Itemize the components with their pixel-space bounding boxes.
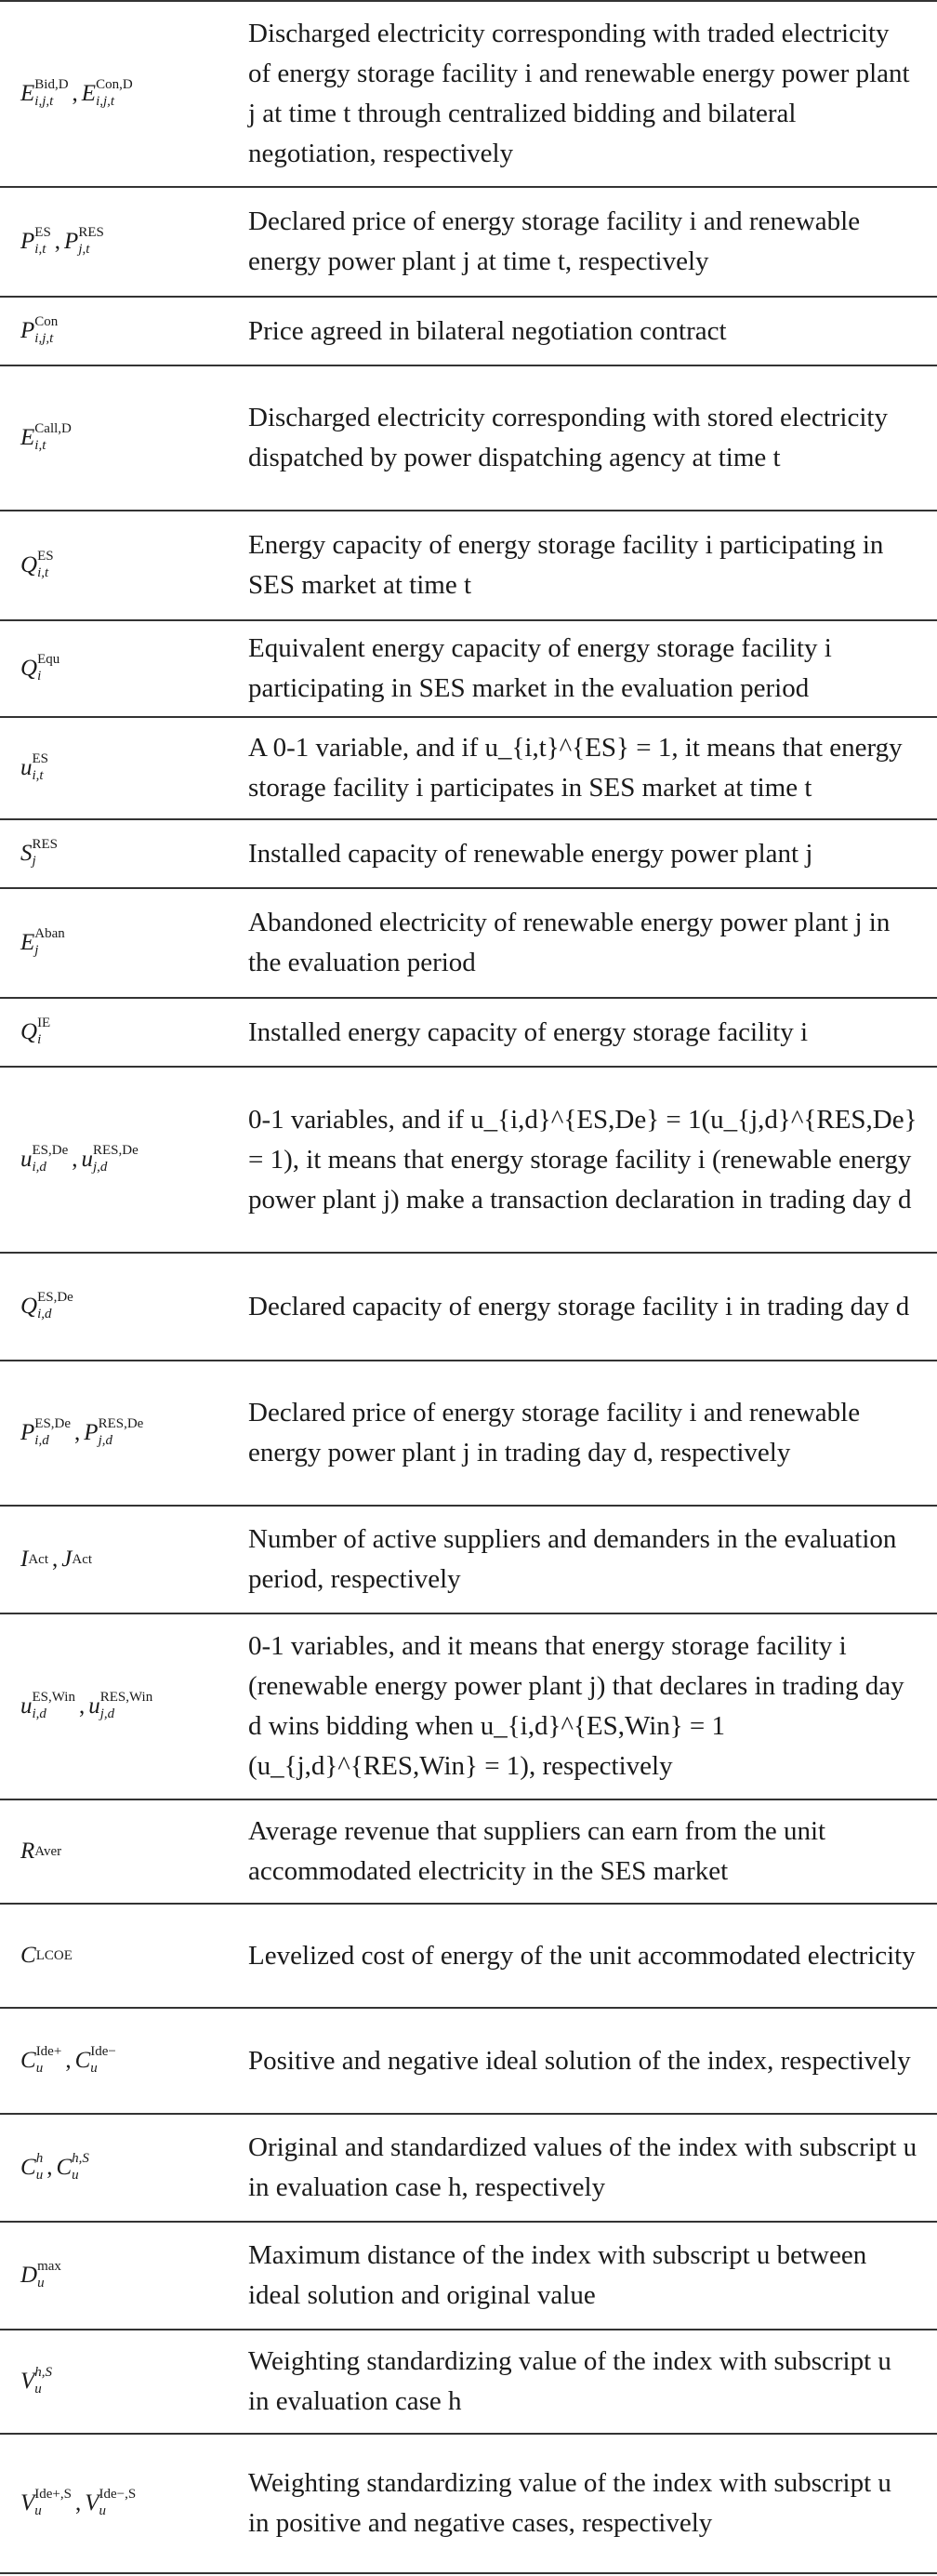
symbol: P ES,De i,d , P RES,De j,d xyxy=(20,1415,144,1448)
description: Positive and negative ideal solution of the index, respectively xyxy=(248,2045,911,2076)
table-row xyxy=(0,2007,937,2113)
table-row xyxy=(0,716,937,818)
description: 0-1 variables, and it means that energy storage facility i (renewable energy power plant j) that declares in trading day d wins bidding when u_{i,d}^{ES,Win} = 1 (u_{j,d}^{RES,Win} = 1), respectively xyxy=(248,1631,904,1781)
symbol: u ES i,t xyxy=(20,750,49,783)
table-row xyxy=(0,0,937,186)
symbol: S RES j xyxy=(20,836,59,869)
table-row xyxy=(0,365,937,510)
description: A 0-1 variable, and if u_{i,t}^{ES} = 1, it means that energy storage facility i participates in SES market at time t xyxy=(248,733,903,803)
symbol: P Con i,j,t xyxy=(20,313,59,346)
description: Price agreed in bilateral negotiation contract xyxy=(248,315,727,346)
description: Discharged electricity corresponding with stored electricity dispatched by power dispatching agency at time t xyxy=(248,403,888,472)
description: Number of active suppliers and demanders in the evaluation period, respectively xyxy=(248,1524,897,1594)
table-row xyxy=(0,1066,937,1252)
symbol: C LCOE xyxy=(20,1943,73,1968)
table-row xyxy=(0,2221,937,2329)
symbol: u ES,Win i,d , u RES,Win j,d xyxy=(20,1689,153,1721)
symbol: Q IE i xyxy=(20,1015,51,1047)
symbol: Q Equ i xyxy=(20,651,60,684)
table-row xyxy=(0,2433,937,2574)
symbol: R Aver xyxy=(20,1839,62,1864)
symbol: E Call,D i,t xyxy=(20,420,72,453)
table-row xyxy=(0,997,937,1066)
symbol: P ES i,t , P RES j,t xyxy=(20,224,104,257)
symbol: u ES,De i,d , u RES,De j,d xyxy=(20,1142,139,1175)
table-row xyxy=(0,510,937,619)
table-row xyxy=(0,1613,937,1799)
table-row xyxy=(0,818,937,887)
description: Equivalent energy capacity of energy storage facility i participating in SES market in the evaluation period xyxy=(248,633,832,703)
symbol: V Ide+,S u , V Ide−,S u xyxy=(20,2486,137,2518)
symbol: E Aban j xyxy=(20,925,65,958)
table-row xyxy=(0,1252,937,1360)
description: 0-1 variables, and if u_{i,d}^{ES,De} = 1(u_{j,d}^{RES,De} = 1), it means that energy storage facility i (renewable energy power plant j) make a transaction declaration in trading day d xyxy=(248,1104,917,1215)
table-row xyxy=(0,887,937,997)
description: Original and standardized values of the index with subscript u in evaluation case h, respectively xyxy=(248,2132,917,2202)
table-row xyxy=(0,619,937,716)
table-row xyxy=(0,1903,937,2007)
table-row xyxy=(0,1799,937,1903)
description: Declared price of energy storage facility i and renewable energy power plant j at time t, respectively xyxy=(248,206,861,276)
description: Installed energy capacity of energy storage facility i xyxy=(248,1016,809,1047)
symbol: Q ES i,t xyxy=(20,548,54,580)
description: Weighting standardizing value of the index with subscript u in evaluation case h xyxy=(248,2346,891,2416)
symbol: Q ES,De i,d xyxy=(20,1289,73,1321)
description: Declared price of energy storage facility i and renewable energy power plant j in trading day d, respectively xyxy=(248,1398,861,1467)
description: Average revenue that suppliers can earn from the unit accommodated electricity in the SES market xyxy=(248,1816,826,1886)
table-row xyxy=(0,186,937,296)
table-row xyxy=(0,1505,937,1613)
description: Installed capacity of renewable energy power plant j xyxy=(248,838,813,869)
symbol: D max u xyxy=(20,2258,61,2291)
description: Weighting standardizing value of the index with subscript u in positive and negative cases, respectively xyxy=(248,2468,891,2538)
table-row xyxy=(0,2329,937,2433)
table-row xyxy=(0,296,937,365)
description: Discharged electricity corresponding with traded electricity of energy storage facility i and renewable energy power plant j at time t through centralized bidding and bilateral negotiation, respectively xyxy=(248,19,910,168)
symbol: V h,S u xyxy=(20,2364,53,2397)
symbol: I Act , J Act xyxy=(20,1547,93,1572)
description: Maximum distance of the index with subscript u between ideal solution and original value xyxy=(248,2240,867,2310)
table-row xyxy=(0,1360,937,1505)
description: Energy capacity of energy storage facility i participating in SES market at time t xyxy=(248,530,884,600)
description: Levelized cost of energy of the unit accommodated electricity xyxy=(248,1940,916,1971)
symbol: C Ide+ u , C Ide− u xyxy=(20,2043,116,2076)
description: Abandoned electricity of renewable energy power plant j in the evaluation period xyxy=(248,908,891,977)
table-row xyxy=(0,2113,937,2221)
description: Declared capacity of energy storage facility i in trading day d xyxy=(248,1291,910,1321)
symbol: E Bid,D i,j,t , E Con,D i,j,t xyxy=(20,76,133,109)
symbol: C h u , C h,S u xyxy=(20,2150,89,2183)
